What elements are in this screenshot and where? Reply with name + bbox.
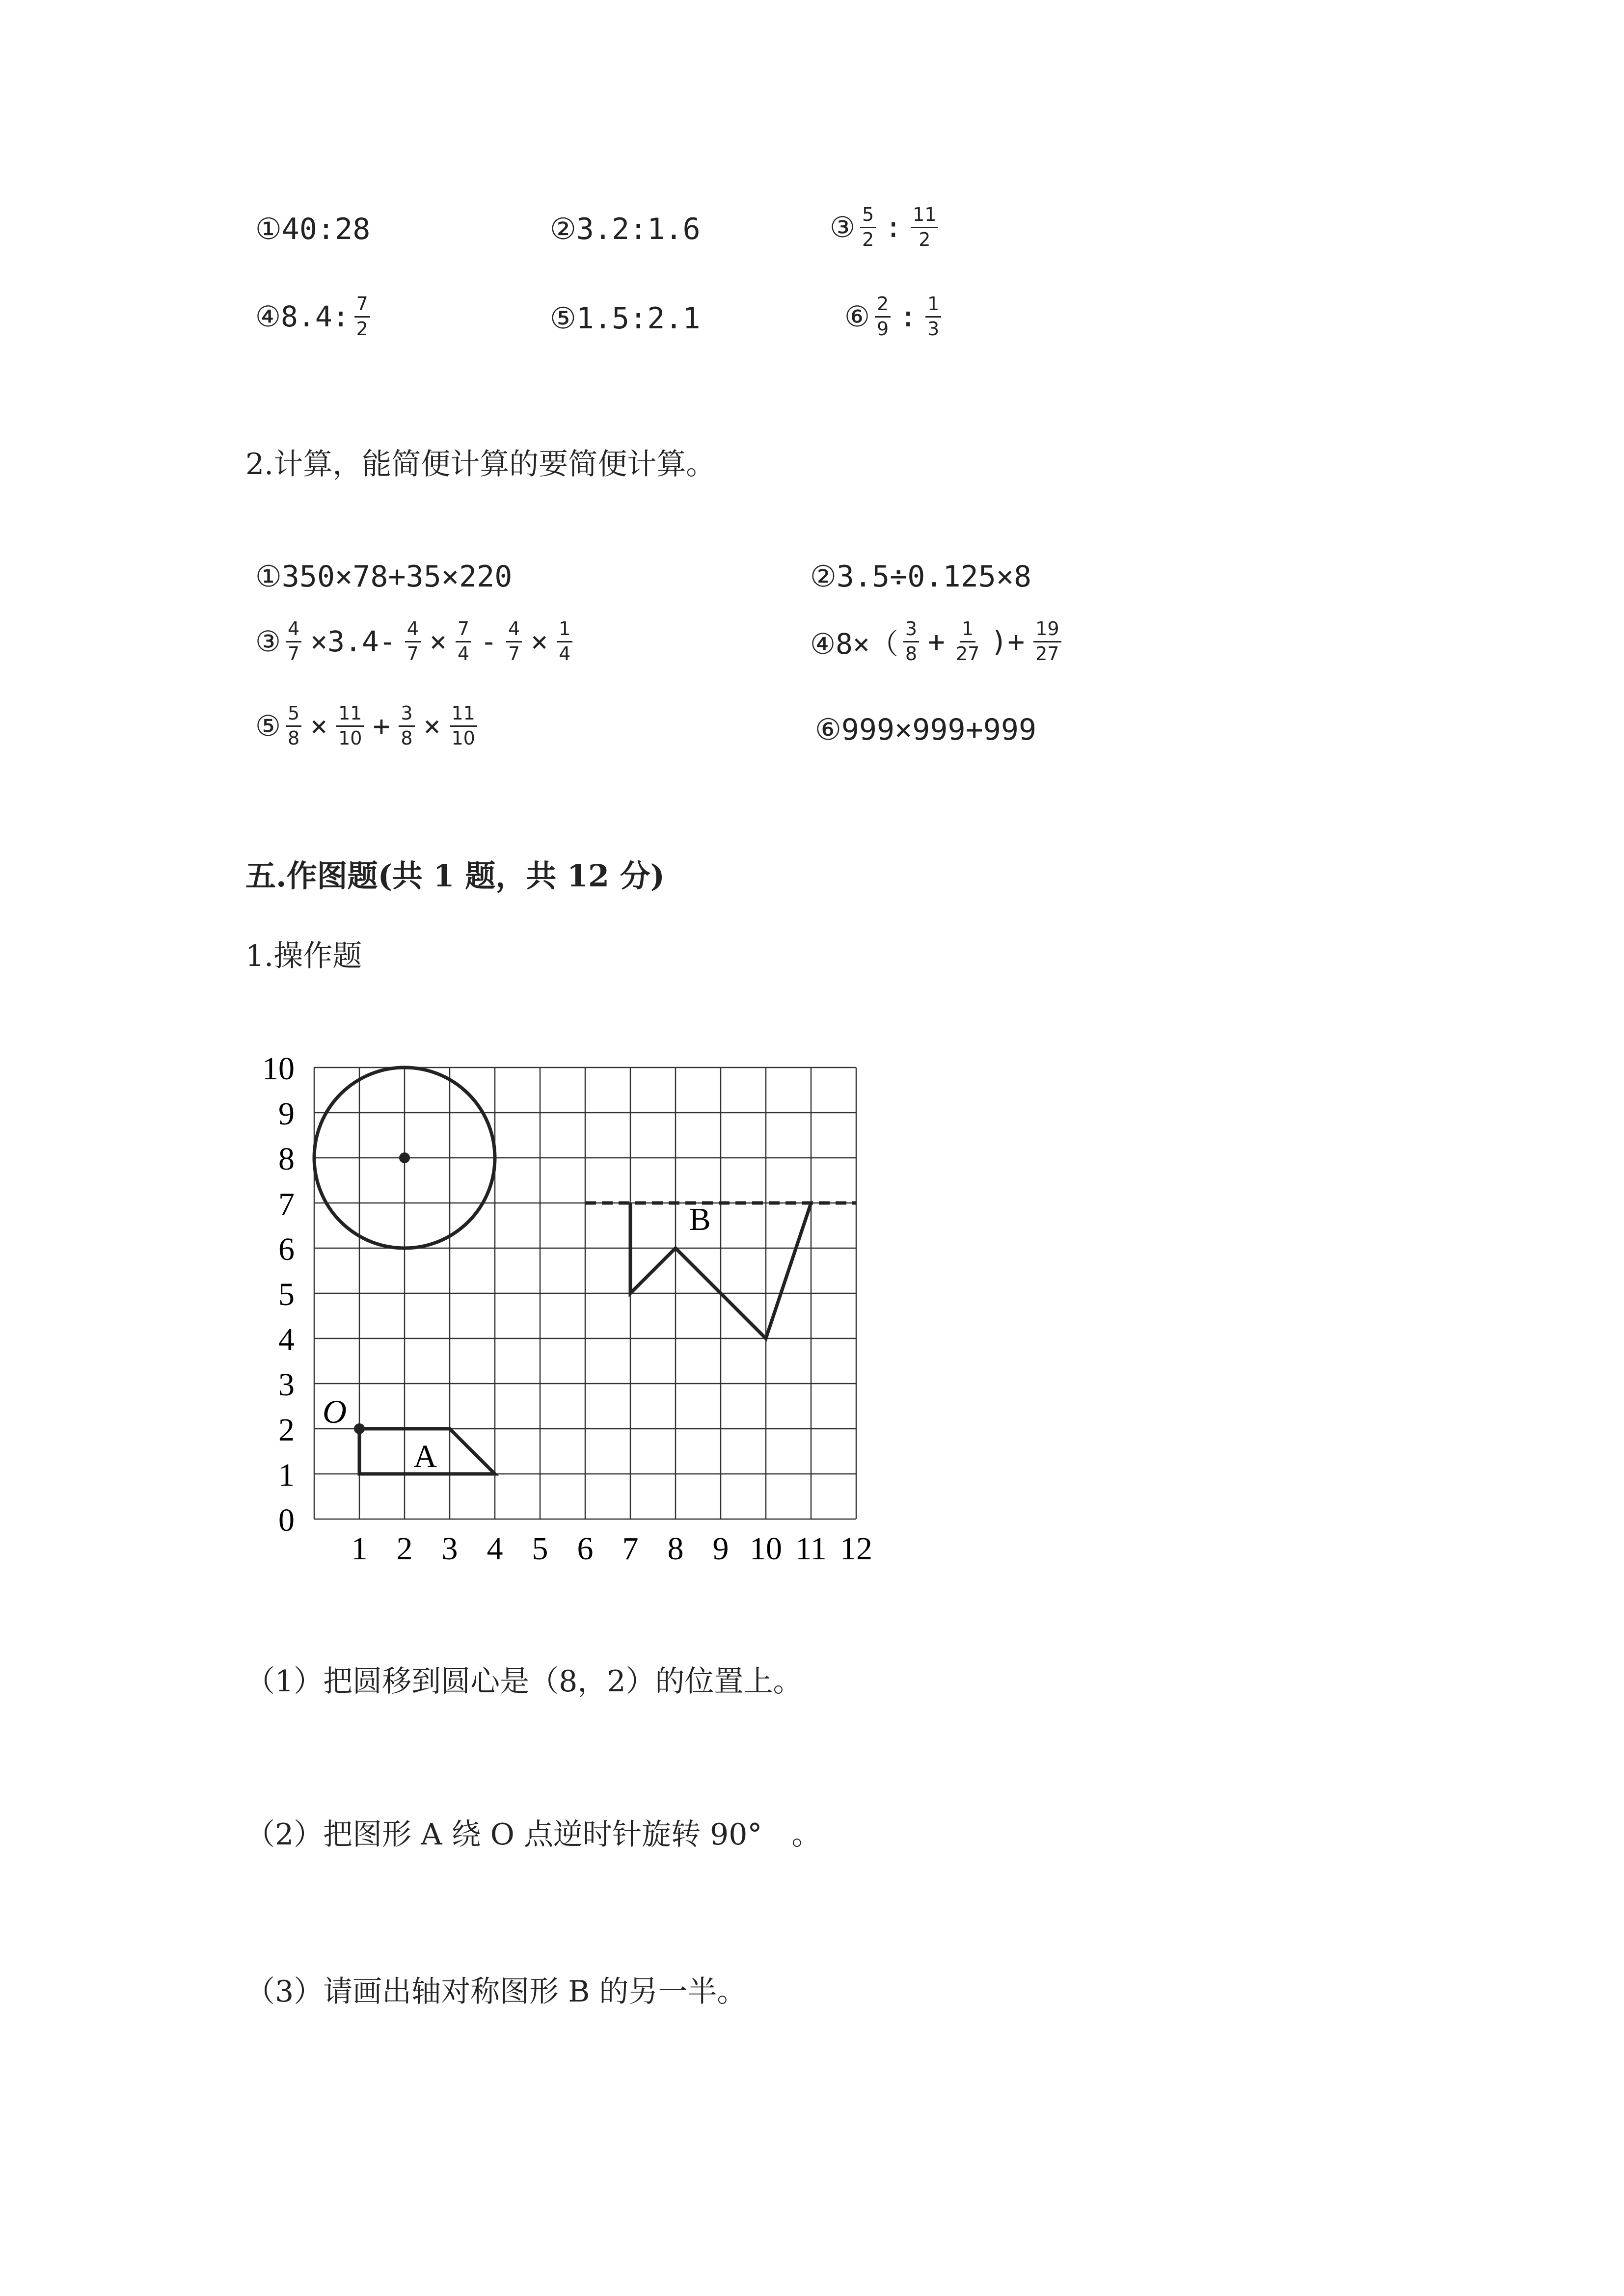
- fraction: $\frac{11}{2}$: [911, 205, 938, 250]
- point-o-dot: [354, 1423, 365, 1434]
- fraction: $\frac{5}{8}$: [286, 704, 301, 748]
- x-tick-label: 10: [750, 1531, 782, 1567]
- coordinate-grid-figure: [245, 1041, 903, 1590]
- ratio-2: ②3.2:1.6: [550, 212, 701, 246]
- ratio-6: ⑥ $\frac{2}{9}$ : $\frac{1}{3}$: [844, 294, 946, 339]
- axis-ticks: [262, 1051, 872, 1567]
- fraction: $\frac{3}{8}$: [399, 704, 414, 748]
- fraction: $\frac{7}{4}$: [456, 619, 471, 664]
- x-tick-label: 6: [577, 1531, 594, 1567]
- fraction: $\frac{7}{2}$: [354, 294, 370, 339]
- y-tick-label: 0: [278, 1502, 295, 1538]
- ratio-1: ①40:28: [255, 212, 371, 246]
- expression-2: ②3.5÷0.125×8: [810, 560, 1032, 594]
- y-tick-label: 7: [278, 1186, 295, 1222]
- fraction: $\frac{11}{10}$: [450, 704, 477, 748]
- fraction: $\frac{1}{4}$: [557, 619, 572, 664]
- fraction: $\frac{1}{3}$: [925, 294, 941, 339]
- expression-3: ③ $\frac{4}{7}$ ×3.4- $\frac{4}{7}$ × $\frac{7}{4}$ - $\frac{4}{7}$ × $\frac{1}{4}$: [255, 619, 577, 664]
- fraction: $\frac{2}{9}$: [875, 294, 891, 339]
- section-heading: 五.作图题(共 1 题，共 12 分): [245, 858, 665, 894]
- x-tick-label: 5: [532, 1531, 548, 1567]
- x-tick-label: 4: [487, 1531, 503, 1567]
- y-tick-label: 3: [278, 1367, 295, 1403]
- expression-4: ④8×（ $\frac{3}{8}$ + $\frac{1}{27}$ )+ $\frac{19}{27}$: [810, 619, 1066, 664]
- x-tick-label: 2: [396, 1531, 413, 1567]
- y-tick-label: 10: [262, 1051, 295, 1087]
- fraction: $\frac{19}{27}$: [1033, 619, 1061, 664]
- expression-1: ①350×78+35×220: [255, 560, 513, 594]
- expression-6: ⑥999×999+999: [815, 713, 1037, 747]
- point-o-label: O: [323, 1393, 347, 1430]
- y-tick-label: 1: [278, 1457, 295, 1493]
- ratio-3-mark: ③: [830, 211, 855, 244]
- circle-center-dot: [399, 1152, 410, 1163]
- fraction: $\frac{11}{10}$: [336, 704, 364, 748]
- x-tick-label: 8: [667, 1531, 684, 1567]
- x-tick-label: 1: [351, 1531, 368, 1567]
- y-tick-label: 4: [278, 1322, 295, 1358]
- grid-lines: [314, 1068, 856, 1519]
- fraction: $\frac{4}{7}$: [286, 619, 301, 664]
- fraction: $\frac{4}{7}$: [506, 619, 522, 664]
- operation-question-title: 1.操作题: [245, 939, 362, 973]
- shape-a-label: A: [413, 1439, 437, 1475]
- instruction-1: （1）把圆移到圆心是（8，2）的位置上。: [245, 1664, 803, 1699]
- ratio-5: ⑤1.5:2.1: [550, 301, 701, 336]
- fraction: $\frac{4}{7}$: [405, 619, 421, 664]
- y-tick-label: 6: [278, 1231, 295, 1267]
- expression-5: ⑤ $\frac{5}{8}$ × $\frac{11}{10}$ + $\frac{3}{8}$ × $\frac{11}{10}$: [255, 704, 482, 748]
- ratio-3: ③ $\frac{5}{2}$ : $\frac{11}{2}$: [830, 205, 943, 250]
- x-tick-label: 7: [622, 1531, 639, 1567]
- instruction-3: （3）请画出轴对称图形 B 的另一半。: [245, 1975, 747, 2009]
- y-tick-label: 8: [278, 1141, 295, 1177]
- fraction: $\frac{5}{2}$: [860, 205, 876, 250]
- y-tick-label: 9: [278, 1096, 295, 1132]
- fraction: $\frac{3}{8}$: [903, 619, 919, 664]
- x-tick-label: 12: [840, 1531, 872, 1567]
- instruction-2: （2）把图形 A 绕 O 点逆时针旋转 90° 。: [245, 1817, 821, 1852]
- shape-b-label: B: [689, 1201, 711, 1238]
- y-tick-label: 2: [278, 1412, 295, 1448]
- ratio-4: ④8.4: $\frac{7}{2}$: [255, 294, 375, 339]
- x-tick-label: 9: [712, 1531, 729, 1567]
- x-tick-label: 3: [441, 1531, 458, 1567]
- fraction: $\frac{1}{27}$: [955, 618, 980, 665]
- y-tick-label: 5: [278, 1277, 295, 1312]
- x-tick-label: 11: [795, 1531, 827, 1567]
- question-2-title: 2.计算，能简便计算的要简便计算。: [245, 447, 716, 481]
